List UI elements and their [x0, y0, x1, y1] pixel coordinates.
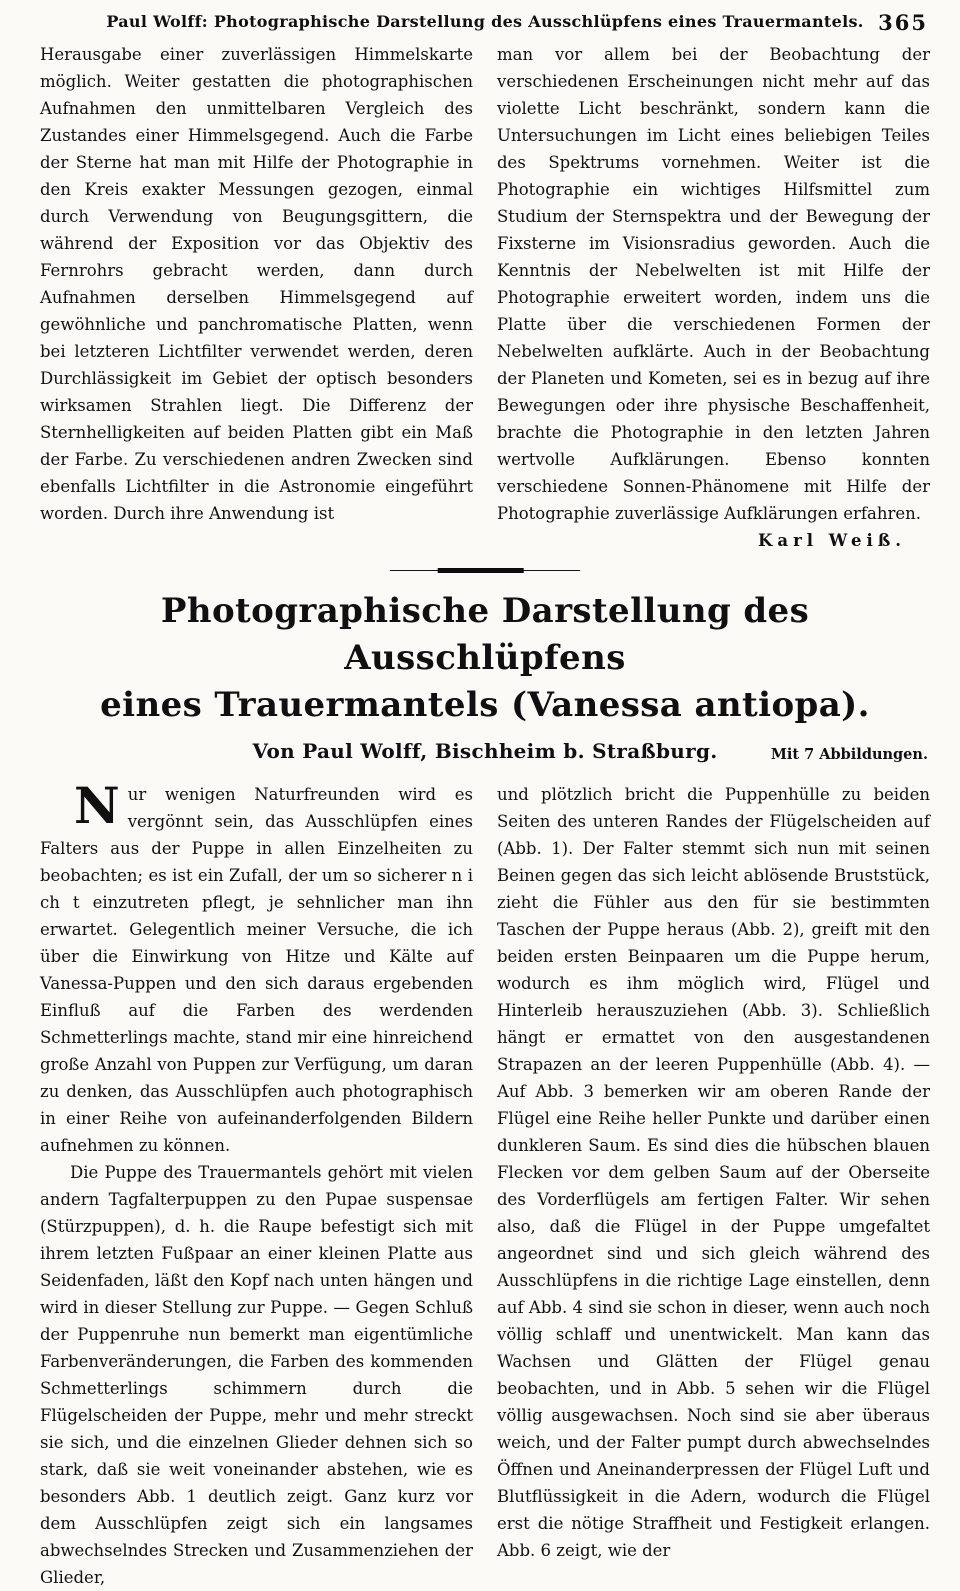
article-left-column [40, 776, 473, 1591]
author-signature: Karl Weiß. [758, 531, 906, 550]
article-columns [40, 776, 930, 1591]
divider-thick-bar [438, 568, 524, 573]
prev-article-left-text: Herausgabe einer zuverlässigen Himmelskarte möglich. Weiter gestatten die photographischen Aufnahmen den unmittelbaren Vergleich des Zustandes einer Himmelsgegend. Auch die Farbe der Sterne hat man mit Hilfe der Photographie in den Kreis exakter Messungen gezogen, einmal durch Verwendung von Beugungsgittern, die während der Exposition vor das Objektiv des Fernrohrs gebracht werden, dann durch Aufnahmen derselben Himmelsgegend auf gewöhnliche und panchromatische Platten, wenn bei letzteren Lichtfilter verwendet werden, deren Durchlässigkeit im Gebiet der optisch besonders wirksamen Strahlen liegt. Die Differenz der Sternhelligkeiten auf beiden Platten gibt ein Maß der Farbe. Zu verschiedenen andren Zwecken sind ebenfalls Lichtfilter in die Astronomie eingeführt worden. Durch ihre Anwendung ist [40, 45, 473, 523]
article-title-line2: eines Trauermantels (Vanessa antiopa). [100, 685, 870, 725]
article-para-1-text: ur wenigen Naturfreunden wird es vergönnt sein, das Ausschlüpfen eines Falters aus der Puppe in allen Einzelheiten zu beobachten; es ist ein Zufall, der um so sicherer n i ch t einzutreten pflegt, je sehnlicher man ihn erwartet. Gelegentlich meiner Versuche, die ich über die Einwirkung von Hitze und Kälte auf Vanessa-Puppen und den sich daraus ergebenden Einfluß auf die Farben des werdenden Schmetterlings machte, stand mir eine hinreichend große Anzahl von Puppen zur Verfügung, um daran zu denken, das Ausschlüpfen auch photographisch in einer Reihe von aufeinanderfolgenden Bildern aufnehmen zu können. [40, 785, 473, 1155]
article-para-2: Die Puppe des Trauermantels gehört mit vielen andern Tagfalterpuppen zu den Pupae suspensae (Stürzpuppen), d. h. die Raupe befestigt sich mit ihrem letzten Fußpaar an einer kleinen Platte aus Seidenfaden, läßt den Kopf nach unten hängen und wird in dieser Stellung zur Puppe. — Gegen Schluß der Puppenruhe nun bemerkt man eigentümliche Farbenveränderungen, die Farben des kommenden Schmetterlings schimmern durch die Flügelscheiden der Puppe, mehr und mehr streckt sie sich, und die einzelnen Glieder dehnen sich so stark, daß sie weit voneinander abstehen, wie es besonders Abb. 1 deutlich zeigt. Ganz kurz vor dem Ausschlüpfen zeigt sich ein langsames abwechselndes Strecken und Zusammenziehen der Glieder, [40, 1163, 473, 1587]
running-head-title: Paul Wolff: Photographische Darstellung des Ausschlüpfens eines Trauermantels. [106, 12, 864, 31]
prev-article-right-text: man vor allem bei der Beobachtung der verschiedenen Erscheinungen nicht mehr auf das violette Licht beschränkt, sondern kann die Untersuchungen im Licht eines beliebigen Teiles des Spektrums vornehmen. Weiter ist die Photographie ein wichtiges Hilfsmittel zum Studium der Sternspektra und der Bewegung der Fixsterne im Visionsradius geworden. Auch die Kenntnis der Nebelwelten ist mit Hilfe der Photographie erweitert worden, indem uns die Platte über die verschiedenen Formen der Nebelwelten aufklärte. Auch in der Beobachtung der Planeten und Kometen, sei es in bezug auf ihre Bewegungen oder ihre physische Beschaffenheit, brachte die Photographie in den letzten Jahren wertvolle Aufklärungen. Ebenso konnten verschiedene Sonnen-Phänomene mit Hilfe der Photographie zuverlässige Aufklärungen erfahren. [497, 45, 930, 523]
drop-cap: N [74, 776, 120, 835]
prev-article-columns [40, 41, 930, 554]
prev-article-right-column [497, 41, 930, 554]
byline-row [40, 739, 930, 765]
page-number: 365 [878, 10, 928, 35]
article-title [40, 588, 930, 729]
prev-article-left-column [40, 41, 473, 554]
article-right-text: und plötzlich bricht die Puppenhülle zu beiden Seiten des unteren Randes der Flügelscheiden auf (Abb. 1). Der Falter stemmt sich nun mit seinen Beinen gegen das sich leicht ablösende Bruststück, zieht die Fühler aus den für sie bestimmten Taschen der Puppe heraus (Abb. 2), greift mit den beiden ersten Beinpaaren um die Puppe herum, wodurch es ihm möglich wird, Flügel und Hinterleib herauszuziehen (Abb. 3). Schließlich hängt er ermattet von den ausgestandenen Strapazen an der leeren Puppenhülle (Abb. 4). — Auf Abb. 3 bemerken wir am oberen Rande der Flügel eine Reihe heller Punkte und darüber einen dunkleren Saum. Es sind dies die hübschen blauen Flecken vor dem gelben Saum auf der Oberseite des Vorderflügels am fertigen Falter. Wir sehen also, daß die Flügel in der Puppe umgefaltet angeordnet sind und sich gleich während des Ausschlüpfens in die richtige Lage einstellen, denn auf Abb. 4 sind sie schon in dieser, wenn auch noch völlig schlaff und unentwickelt. Man kann das Wachsen und Glätten der Flügel genau beobachten, und in Abb. 5 sehen wir die Flügel völlig ausgewachsen. Noch sind sie aber überaus weich, und der Falter pumpt durch abwechselndes Öffnen und Aneinanderpressen der Flügel Luft und Blutflüssigkeit in die Adern, wodurch die Flügel erst die nötige Straffheit und Festigkeit erlangen. Abb. 6 zeigt, wie der [497, 785, 930, 1560]
article-right-column [497, 781, 930, 1591]
byline: Von Paul Wolff, Bischheim b. Straßburg. [252, 739, 718, 763]
page-header [40, 10, 930, 41]
article-title-line1: Photographische Darstellung des Ausschlüpfens [160, 591, 810, 678]
section-divider [390, 566, 580, 574]
illustrations-note: Mit 7 Abbildungen. [770, 746, 928, 763]
article-para-1 [40, 776, 473, 1159]
